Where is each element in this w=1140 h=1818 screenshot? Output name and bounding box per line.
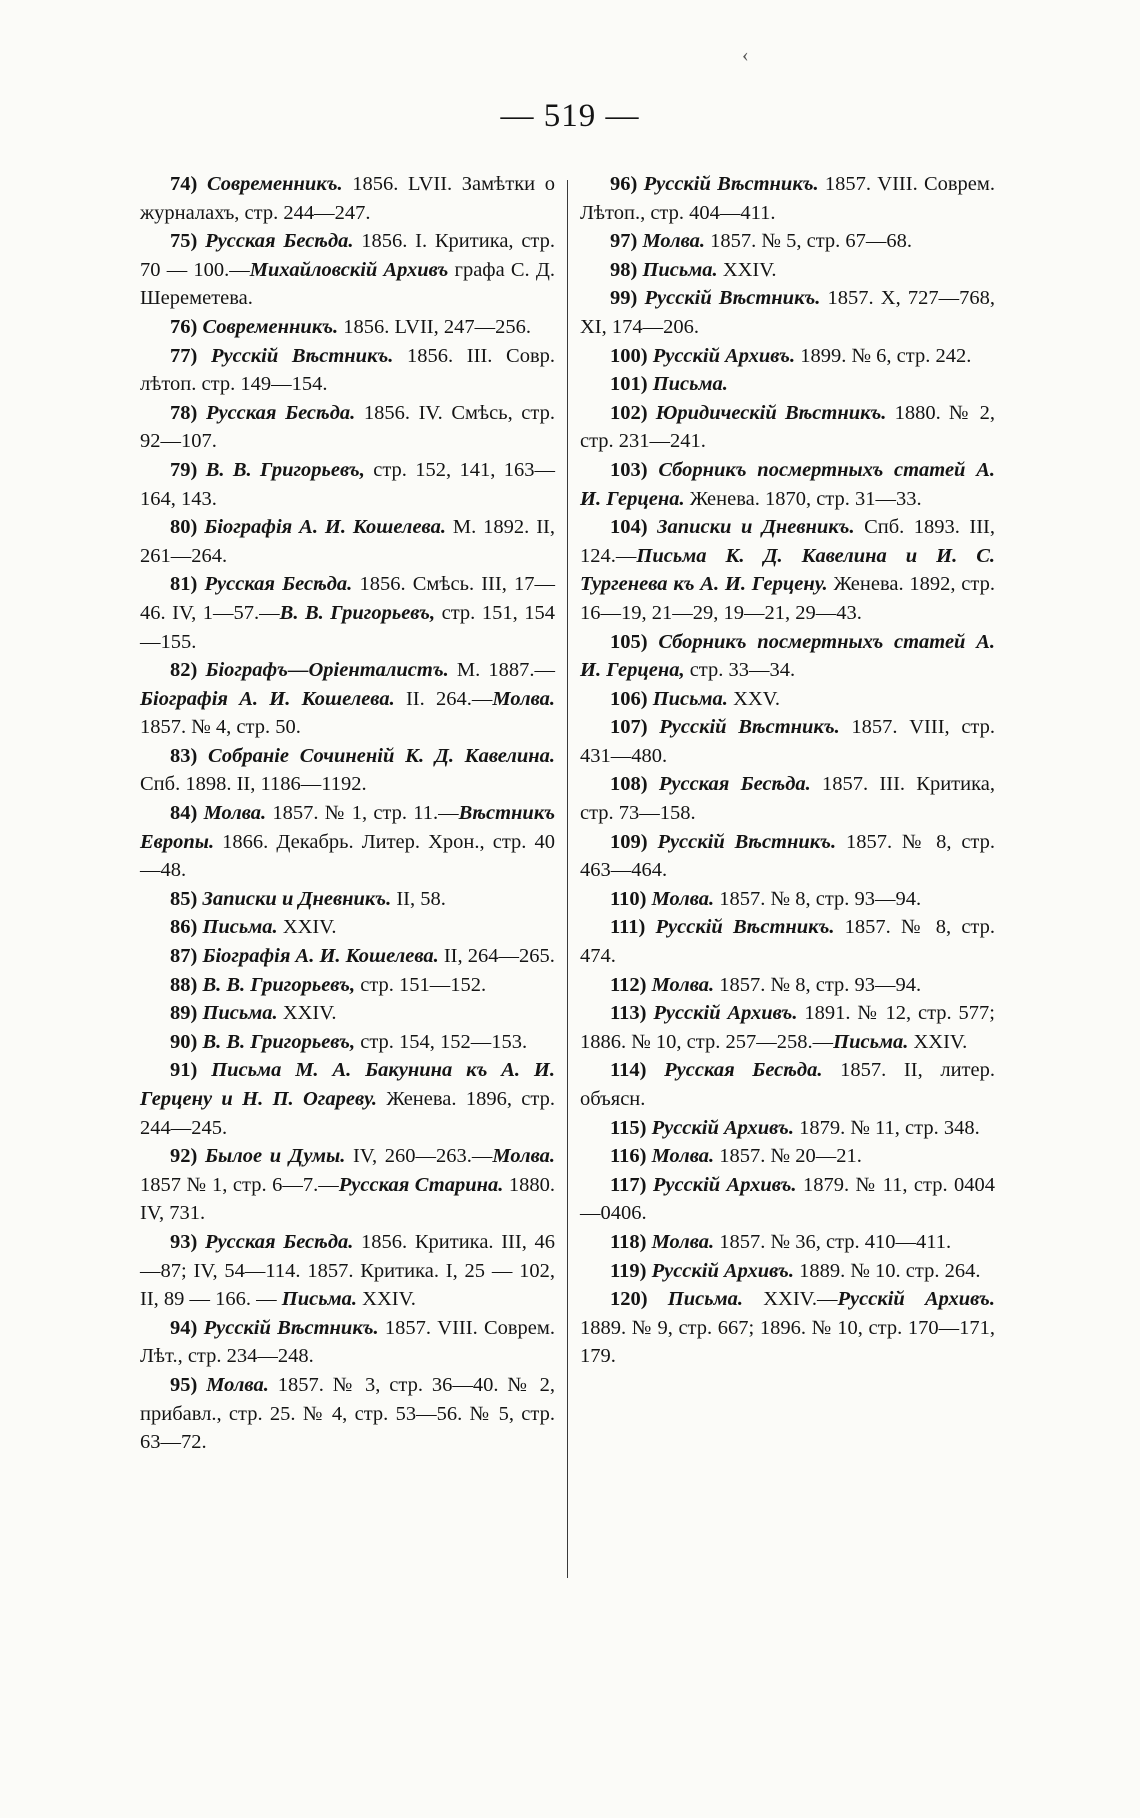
footnote-text: В. В. Григорьевъ, стр. 152, 141, 163—164, 143.: [140, 458, 556, 510]
footnote-74: [140, 170, 555, 227]
footnote-text: Письма. XXIV.: [202, 916, 337, 939]
footnote-number: 114): [610, 1059, 647, 1082]
footnote-number: 97): [610, 230, 638, 253]
footnote-number: 92): [170, 1145, 198, 1168]
footnote-text: Русскій Вѣстникъ. 1857. VIII. Соврем. Лѣтоп., стр. 404—411.: [580, 173, 996, 224]
footnote-number: 74): [170, 173, 198, 195]
footnote-number: 88): [170, 973, 198, 996]
footnote-118: [580, 1228, 995, 1257]
footnote-text: Молва. 1857. № 8, стр. 93—94.: [651, 973, 922, 996]
footnote-number: 103): [610, 458, 648, 481]
footnote-number: 106): [610, 687, 648, 710]
footnote-102: [580, 399, 995, 456]
footnote-number: 80): [170, 516, 198, 539]
footnote-text: Русскій Вѣстникъ. 1857. № 8, стр. 474.: [580, 916, 996, 968]
footnote-75: [140, 227, 555, 313]
footnote-text: Молва. 1857. № 3, стр. 36—40. № 2, прибавл., стр. 25. № 4, стр. 53—56. № 5, стр. 63—72.: [140, 1373, 555, 1454]
footnote-108: [580, 770, 995, 827]
footnote-number: 76): [170, 315, 198, 338]
footnote-text: Молва. 1857. № 1, стр. 11.—Вѣстникъ Европы. 1866. Декабрь. Литер. Хрон., стр. 40—48.: [140, 802, 556, 882]
footnote-number: 84): [170, 802, 198, 825]
footnote-112: [580, 971, 995, 1000]
footnote-text: Біографъ—Оріенталистъ. М. 1887.—Біографія А. И. Кошелева. II. 264.—Молва. 1857. № 4, стр. 50.: [140, 659, 555, 739]
footnote-number: 90): [170, 1030, 198, 1053]
footnote-text: Молва. 1857. № 20—21.: [651, 1145, 862, 1168]
footnote-text: Былое и Думы. IV, 260—263.—Молва. 1857 № 1, стр. 6—7.—Русская Старина. 1880. IV, 731.: [140, 1145, 556, 1225]
footnote-text: Современникъ. 1856. LVII. Замѣтки о журналахъ, стр. 244—247.: [140, 173, 555, 224]
footnote-105: [580, 628, 995, 685]
footnote-text: Записки и Дневникъ. II, 58.: [202, 887, 446, 910]
footnote-83: [140, 742, 555, 799]
footnote-106: [580, 685, 995, 714]
footnote-text: Письма. XXIV.—Русскій Архивъ. 1889. № 9, стр. 667; 1896. № 10, стр. 170—171, 179.: [580, 1288, 995, 1368]
footnote-78: [140, 399, 555, 456]
footnote-number: 113): [610, 1002, 647, 1025]
footnote-120: [580, 1285, 995, 1371]
footnote-text: Письма М. А. Бакунина къ А. И. Герцену и Н. П. Огареву. Женева. 1896, стр. 244—245.: [140, 1059, 556, 1139]
footnote-100: [580, 342, 995, 371]
footnote-number: 118): [610, 1230, 647, 1253]
footnote-text: Сборникъ посмертныхъ статей А. И. Герцена. Женева. 1870, стр. 31—33.: [580, 458, 995, 510]
footnote-76: [140, 313, 555, 342]
footnote-109: [580, 828, 995, 885]
footnote-97: [580, 227, 995, 256]
footnote-number: 105): [610, 630, 648, 653]
footnote-text: Русскій Архивъ. 1879. № 11, стр. 0404—0406.: [580, 1173, 996, 1225]
footnote-103: [580, 456, 995, 513]
footnote-84: [140, 799, 555, 885]
footnote-text: Современникъ. 1856. LVII, 247—256.: [202, 315, 531, 338]
footnote-number: 100): [610, 344, 648, 367]
left-column: [140, 170, 555, 1457]
footnote-107: [580, 713, 995, 770]
footnote-number: 101): [610, 373, 648, 396]
footnote-number: 104): [610, 516, 648, 539]
footnote-92: [140, 1142, 555, 1228]
footnote-text: Русскій Вѣстникъ. 1856. III. Совр. лѣтоп. стр. 149—154.: [140, 344, 556, 396]
footnote-111: [580, 913, 995, 970]
footnote-text: Русская Бесѣда. 1857. III. Критика, стр. 73—158.: [580, 773, 995, 825]
column-divider: [567, 180, 568, 1578]
footnote-95: [140, 1371, 555, 1457]
page-number: — 519 —: [500, 98, 640, 134]
footnote-87: [140, 942, 555, 971]
footnote-text: Русскій Вѣстникъ. 1857. X, 727—768, XI, 174—206.: [580, 287, 995, 338]
footnote-number: 87): [170, 945, 198, 968]
footnote-number: 77): [170, 344, 198, 367]
footnote-text: Молва. 1857. № 8, стр. 93—94.: [651, 887, 922, 910]
footnote-text: В. В. Григорьевъ, стр. 151—152.: [202, 973, 487, 996]
footnote-number: 98): [610, 258, 638, 281]
footnote-text: Русскій Вѣстникъ. 1857. № 8, стр. 463—464.: [580, 830, 995, 882]
footnote-text: Письма. XXIV.: [202, 1002, 337, 1025]
footnote-number: 108): [610, 773, 648, 796]
footnote-114: [580, 1056, 995, 1113]
footnote-99: [580, 284, 995, 341]
footnote-93: [140, 1228, 555, 1314]
footnote-text: Письма. XXV.: [652, 687, 780, 710]
footnote-82: [140, 656, 555, 742]
footnote-104: [580, 513, 995, 627]
footnote-101: [580, 370, 995, 399]
footnote-80: [140, 513, 555, 570]
footnote-number: 96): [610, 173, 638, 195]
footnote-text: Русскій Вѣстникъ. 1857. VIII. Соврем. Лѣт., стр. 234—248.: [140, 1316, 556, 1368]
footnote-text: Русская Бесѣда. 1856. IV. Смѣсь, стр. 92—107.: [140, 401, 555, 453]
footnote-text: Молва. 1857. № 36, стр. 410—411.: [651, 1230, 952, 1253]
footnote-number: 110): [610, 887, 647, 910]
footnote-89: [140, 999, 555, 1028]
footnote-number: 111): [610, 916, 646, 939]
footnote-number: 86): [170, 916, 198, 939]
footnote-number: 99): [610, 287, 638, 310]
footnote-number: 120): [610, 1288, 648, 1311]
margin-mark: ‹: [742, 44, 749, 66]
footnote-text: Русская Бесѣда. 1856. I. Критика, стр. 70 — 100.—Михайловскій Архивъ графа С. Д. Шереметева.: [140, 230, 555, 310]
footnote-number: 85): [170, 887, 198, 910]
footnote-number: 112): [610, 973, 647, 996]
footnote-number: 83): [170, 744, 198, 767]
footnote-number: 93): [170, 1230, 198, 1253]
footnote-text: Собраніе Сочиненій К. Д. Кавелина. Спб. 1898. II, 1186—1192.: [140, 744, 556, 796]
footnote-number: 107): [610, 716, 648, 739]
footnote-number: 78): [170, 401, 198, 424]
footnote-text: Русскій Архивъ. 1879. № 11, стр. 348.: [651, 1116, 980, 1139]
footnote-96: [580, 170, 995, 227]
footnote-number: 82): [170, 659, 198, 682]
footnote-number: 75): [170, 230, 198, 253]
footnote-text: Письма. XXIV.: [642, 258, 777, 281]
footnote-number: 89): [170, 1002, 198, 1025]
footnote-text: Русскій Архивъ. 1899. № 6, стр. 242.: [652, 344, 972, 367]
footnote-number: 109): [610, 830, 648, 853]
footnote-88: [140, 971, 555, 1000]
footnote-91: [140, 1056, 555, 1142]
footnote-79: [140, 456, 555, 513]
footnote-85: [140, 885, 555, 914]
footnote-number: 95): [170, 1373, 198, 1396]
footnote-text: Сборникъ посмертныхъ статей А. И. Герцена, стр. 33—34.: [580, 630, 995, 682]
footnote-text: Письма.: [652, 373, 728, 396]
footnote-116: [580, 1142, 995, 1171]
footnote-number: 91): [170, 1059, 198, 1082]
footnote-text: Русская Бесѣда. 1856. Критика. III, 46—87; IV, 54—114. 1857. Критика. I, 25 — 102, II, 89 — 166. — Письма. XXIV.: [140, 1230, 555, 1311]
footnote-text: Русскій Архивъ. 1891. № 12, стр. 577; 1886. № 10, стр. 257—258.—Письма. XXIV.: [580, 1002, 995, 1053]
footnote-text: Русская Бесѣда. 1856. Смѣсь. III, 17—46. IV, 1—57.—В. В. Григорьевъ, стр. 151, 154—155.: [140, 573, 555, 653]
right-column: [580, 170, 995, 1371]
footnote-number: 117): [610, 1173, 647, 1196]
footnote-number: 119): [610, 1259, 647, 1282]
footnote-text: Русскій Архивъ. 1889. № 10. стр. 264.: [651, 1259, 981, 1282]
footnote-text: В. В. Григорьевъ, стр. 154, 152—153.: [202, 1030, 528, 1053]
footnote-110: [580, 885, 995, 914]
footnote-text: Юридическій Вѣстникъ. 1880. № 2, стр. 231—241.: [580, 401, 995, 453]
footnote-113: [580, 999, 995, 1056]
footnote-number: 102): [610, 401, 648, 424]
footnote-98: [580, 256, 995, 285]
footnote-81: [140, 570, 555, 656]
footnote-86: [140, 913, 555, 942]
footnote-text: Біографія А. И. Кошелева. М. 1892. II, 261—264.: [140, 516, 556, 567]
footnote-number: 116): [610, 1145, 647, 1168]
footnote-text: Русская Бесѣда. 1857. II, литер. объясн.: [580, 1059, 995, 1110]
footnote-115: [580, 1114, 995, 1143]
footnote-117: [580, 1171, 995, 1228]
footnote-number: 94): [170, 1316, 198, 1339]
footnote-90: [140, 1028, 555, 1057]
footnote-77: [140, 342, 555, 399]
footnote-text: Молва. 1857. № 5, стр. 67—68.: [642, 230, 913, 253]
footnote-text: Русскій Вѣстникъ. 1857. VIII, стр. 431—480.: [580, 716, 996, 767]
footnote-number: 81): [170, 573, 198, 596]
footnote-text: Записки и Дневникъ. Спб. 1893. III, 124.—Письма К. Д. Кавелина и И. С. Тургенева къ А. И. Герцену. Женева. 1892, стр. 16—19, 21—29, 19—21, 29—43.: [580, 516, 996, 624]
footnote-number: 115): [610, 1116, 647, 1139]
footnote-number: 79): [170, 458, 198, 481]
footnote-text: Біографія А. И. Кошелева. II, 264—265.: [202, 945, 555, 968]
footnote-119: [580, 1257, 995, 1286]
footnote-94: [140, 1314, 555, 1371]
